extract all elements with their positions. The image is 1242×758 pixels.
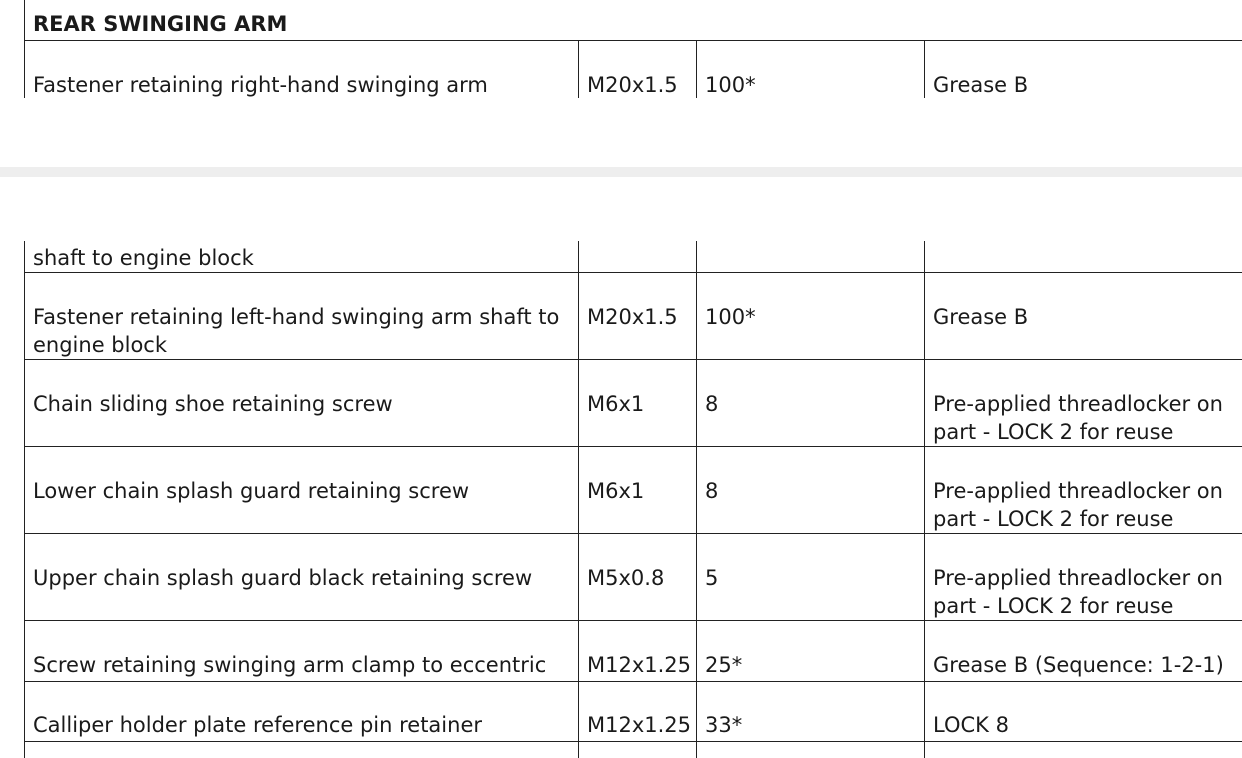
section-header-row: [25, 0, 1242, 40]
thread-cell: M12x1.25: [579, 621, 697, 682]
notes-cell: Pre-applied threadlocker on part - LOCK 2 for reuse: [925, 360, 1242, 447]
torque-cell: 33*: [697, 682, 925, 742]
thread-cell: [579, 241, 697, 273]
description-cell: Screw retaining swinging arm clamp to eccentric: [25, 621, 579, 682]
torque-cell: 100*: [697, 273, 925, 360]
table-row-partial: [25, 742, 1242, 758]
torque-table-top: [24, 0, 1242, 98]
page-fragment-top: [0, 0, 1242, 98]
torque-cell: 8: [697, 447, 925, 534]
thread-cell: M12x1.25: [579, 682, 697, 742]
table-row: [25, 241, 1242, 273]
description-cell: Lower chain splash guard retaining screw: [25, 447, 579, 534]
description-cell: Upper chain splash guard black retaining screw: [25, 534, 579, 621]
thread-cell: M20x1.5: [579, 40, 697, 98]
description-cell: Fastener retaining left-hand swinging arm shaft to engine block: [25, 273, 579, 360]
thread-cell: [579, 742, 697, 758]
thread-cell: M6x1: [579, 447, 697, 534]
notes-cell: [925, 742, 1242, 758]
notes-cell: Pre-applied threadlocker on part - LOCK 2 for reuse: [925, 447, 1242, 534]
torque-cell: 100*: [697, 40, 925, 98]
description-cell: Chain sliding shoe retaining screw: [25, 360, 579, 447]
notes-cell: LOCK 8: [925, 682, 1242, 742]
thread-cell: M5x0.8: [579, 534, 697, 621]
description-cell: shaft to engine block: [25, 241, 579, 273]
section-title: REAR SWINGING ARM: [25, 0, 1242, 40]
torque-cell: [697, 241, 925, 273]
thread-cell: M20x1.5: [579, 273, 697, 360]
table-row: [25, 534, 1242, 621]
table-row: [25, 273, 1242, 360]
torque-cell: 25*: [697, 621, 925, 682]
thread-cell: M6x1: [579, 360, 697, 447]
torque-cell: 8: [697, 360, 925, 447]
page-gap-divider: [0, 167, 1242, 177]
table-row: [25, 621, 1242, 682]
description-cell: Calliper holder plate reference pin retainer: [25, 682, 579, 742]
table-row: [25, 360, 1242, 447]
notes-cell: Pre-applied threadlocker on part - LOCK 2 for reuse: [925, 534, 1242, 621]
table-row: [25, 682, 1242, 742]
page-fragment-bottom: [0, 241, 1242, 758]
description-cell: [25, 742, 579, 758]
description-cell: Fastener retaining right-hand swinging arm: [25, 40, 579, 98]
notes-cell: [925, 241, 1242, 273]
notes-cell: Grease B (Sequence: 1-2-1): [925, 621, 1242, 682]
table-row: [25, 40, 1242, 98]
notes-cell: Grease B: [925, 40, 1242, 98]
torque-table-bottom: [24, 241, 1242, 758]
torque-cell: [697, 742, 925, 758]
table-row: [25, 447, 1242, 534]
torque-cell: 5: [697, 534, 925, 621]
notes-cell: Grease B: [925, 273, 1242, 360]
